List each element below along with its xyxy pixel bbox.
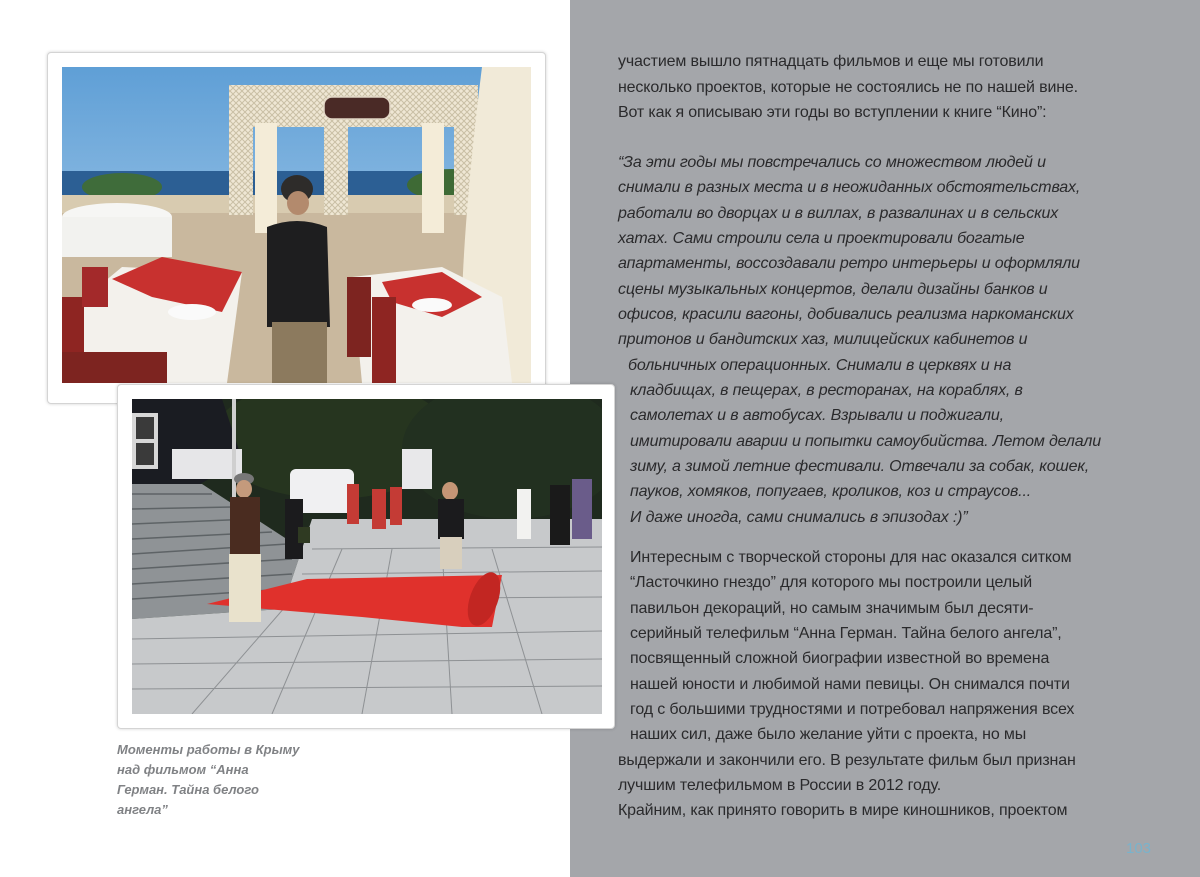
intro-line: участием вышло пятнадцать фильмов и еще мы готовили bbox=[618, 53, 1044, 70]
quote-line: И даже иногда, сами снимались в эпизодах :)” bbox=[630, 509, 968, 526]
paragraph-line: посвященный сложной биографии известной во времена bbox=[630, 650, 1050, 667]
photo-frame-terrace bbox=[47, 52, 546, 404]
quote-line: снимали в разных места и в неожиданных обстоятельствах, bbox=[618, 179, 1081, 196]
paragraph-line: Крайним, как принято говорить в мире киношников, проектом bbox=[618, 802, 1068, 819]
quote-line: кладбищах, в пещерах, в ресторанах, на кораблях, в bbox=[630, 382, 1023, 399]
quote-line: имитировали аварии и попытки самоубийства. Летом делали bbox=[630, 433, 1101, 450]
photo-restaurant-terrace bbox=[62, 67, 531, 383]
page-number: 103 bbox=[1126, 840, 1152, 857]
quote-line: больничных операционных. Снимали в церквях и на bbox=[628, 357, 1012, 374]
paragraph-line: Интересным с творческой стороны для нас оказался ситком bbox=[630, 549, 1072, 566]
paragraph-line: нашей юности и любимой нами певицы. Он снимался почти bbox=[630, 676, 1070, 693]
quote-line: притонов и бандитских хаз, милицейских кабинетов и bbox=[618, 331, 1028, 348]
photo-red-carpet bbox=[132, 399, 602, 714]
photo-frame-red-carpet bbox=[117, 384, 615, 729]
quote-line: хатах. Сами строили села и проектировали богатые bbox=[618, 230, 1025, 247]
paragraph-line: лучшим телефильмом в России в 2012 году. bbox=[618, 777, 942, 794]
paragraph-line: павильон декораций, но самым значимым был десяти- bbox=[630, 600, 1034, 617]
paragraph-line: “Ласточкино гнездо” для которого мы построили целый bbox=[630, 574, 1033, 591]
intro-line: несколько проектов, которые не состоялись не по нашей вине. bbox=[618, 79, 1078, 96]
caption-line: ангела” bbox=[117, 802, 168, 817]
quote-line: пауков, хомяков, попугаев, кроликов, коз и страусов... bbox=[630, 483, 1032, 500]
paragraph-line: выдержали и закончили его. В результате фильм был признан bbox=[618, 752, 1076, 769]
quote-line: сцены музыкальных концертов, делали дизайны банков и bbox=[618, 281, 1048, 298]
quote-line: офисов, красили вагоны, добивались реализма наркоманских bbox=[618, 306, 1074, 323]
caption-line: Герман. Тайна белого bbox=[117, 782, 259, 797]
photo-caption bbox=[117, 740, 317, 820]
caption-line: над фильмом “Анна bbox=[117, 762, 249, 777]
quote-line: апартаменты, воссоздавали ретро интерьеры и оформляли bbox=[618, 255, 1080, 272]
caption-line: Моменты работы в Крыму bbox=[117, 742, 300, 757]
quote-line: зиму, а зимой летние фестивали. Отвечали за собак, кошек, bbox=[630, 458, 1090, 475]
quote-line: самолетах и в автобусах. Взрывали и поджигали, bbox=[630, 407, 1004, 424]
intro-line: Вот как я описываю эти годы во вступлении к книге “Кино”: bbox=[618, 104, 1047, 121]
quote-line: работали во дворцах и в виллах, в развалинах и в сельских bbox=[618, 205, 1059, 222]
paragraph-line: серийный телефильм “Анна Герман. Тайна белого ангела”, bbox=[630, 625, 1062, 642]
paragraph-line: год с большими трудностями и потребовал напряжения всех bbox=[630, 701, 1075, 718]
quote-line: “За эти годы мы повстречались со множеством людей и bbox=[618, 154, 1046, 171]
paragraph-line: наших сил, даже было желание уйти с проекта, но мы bbox=[630, 726, 1027, 743]
